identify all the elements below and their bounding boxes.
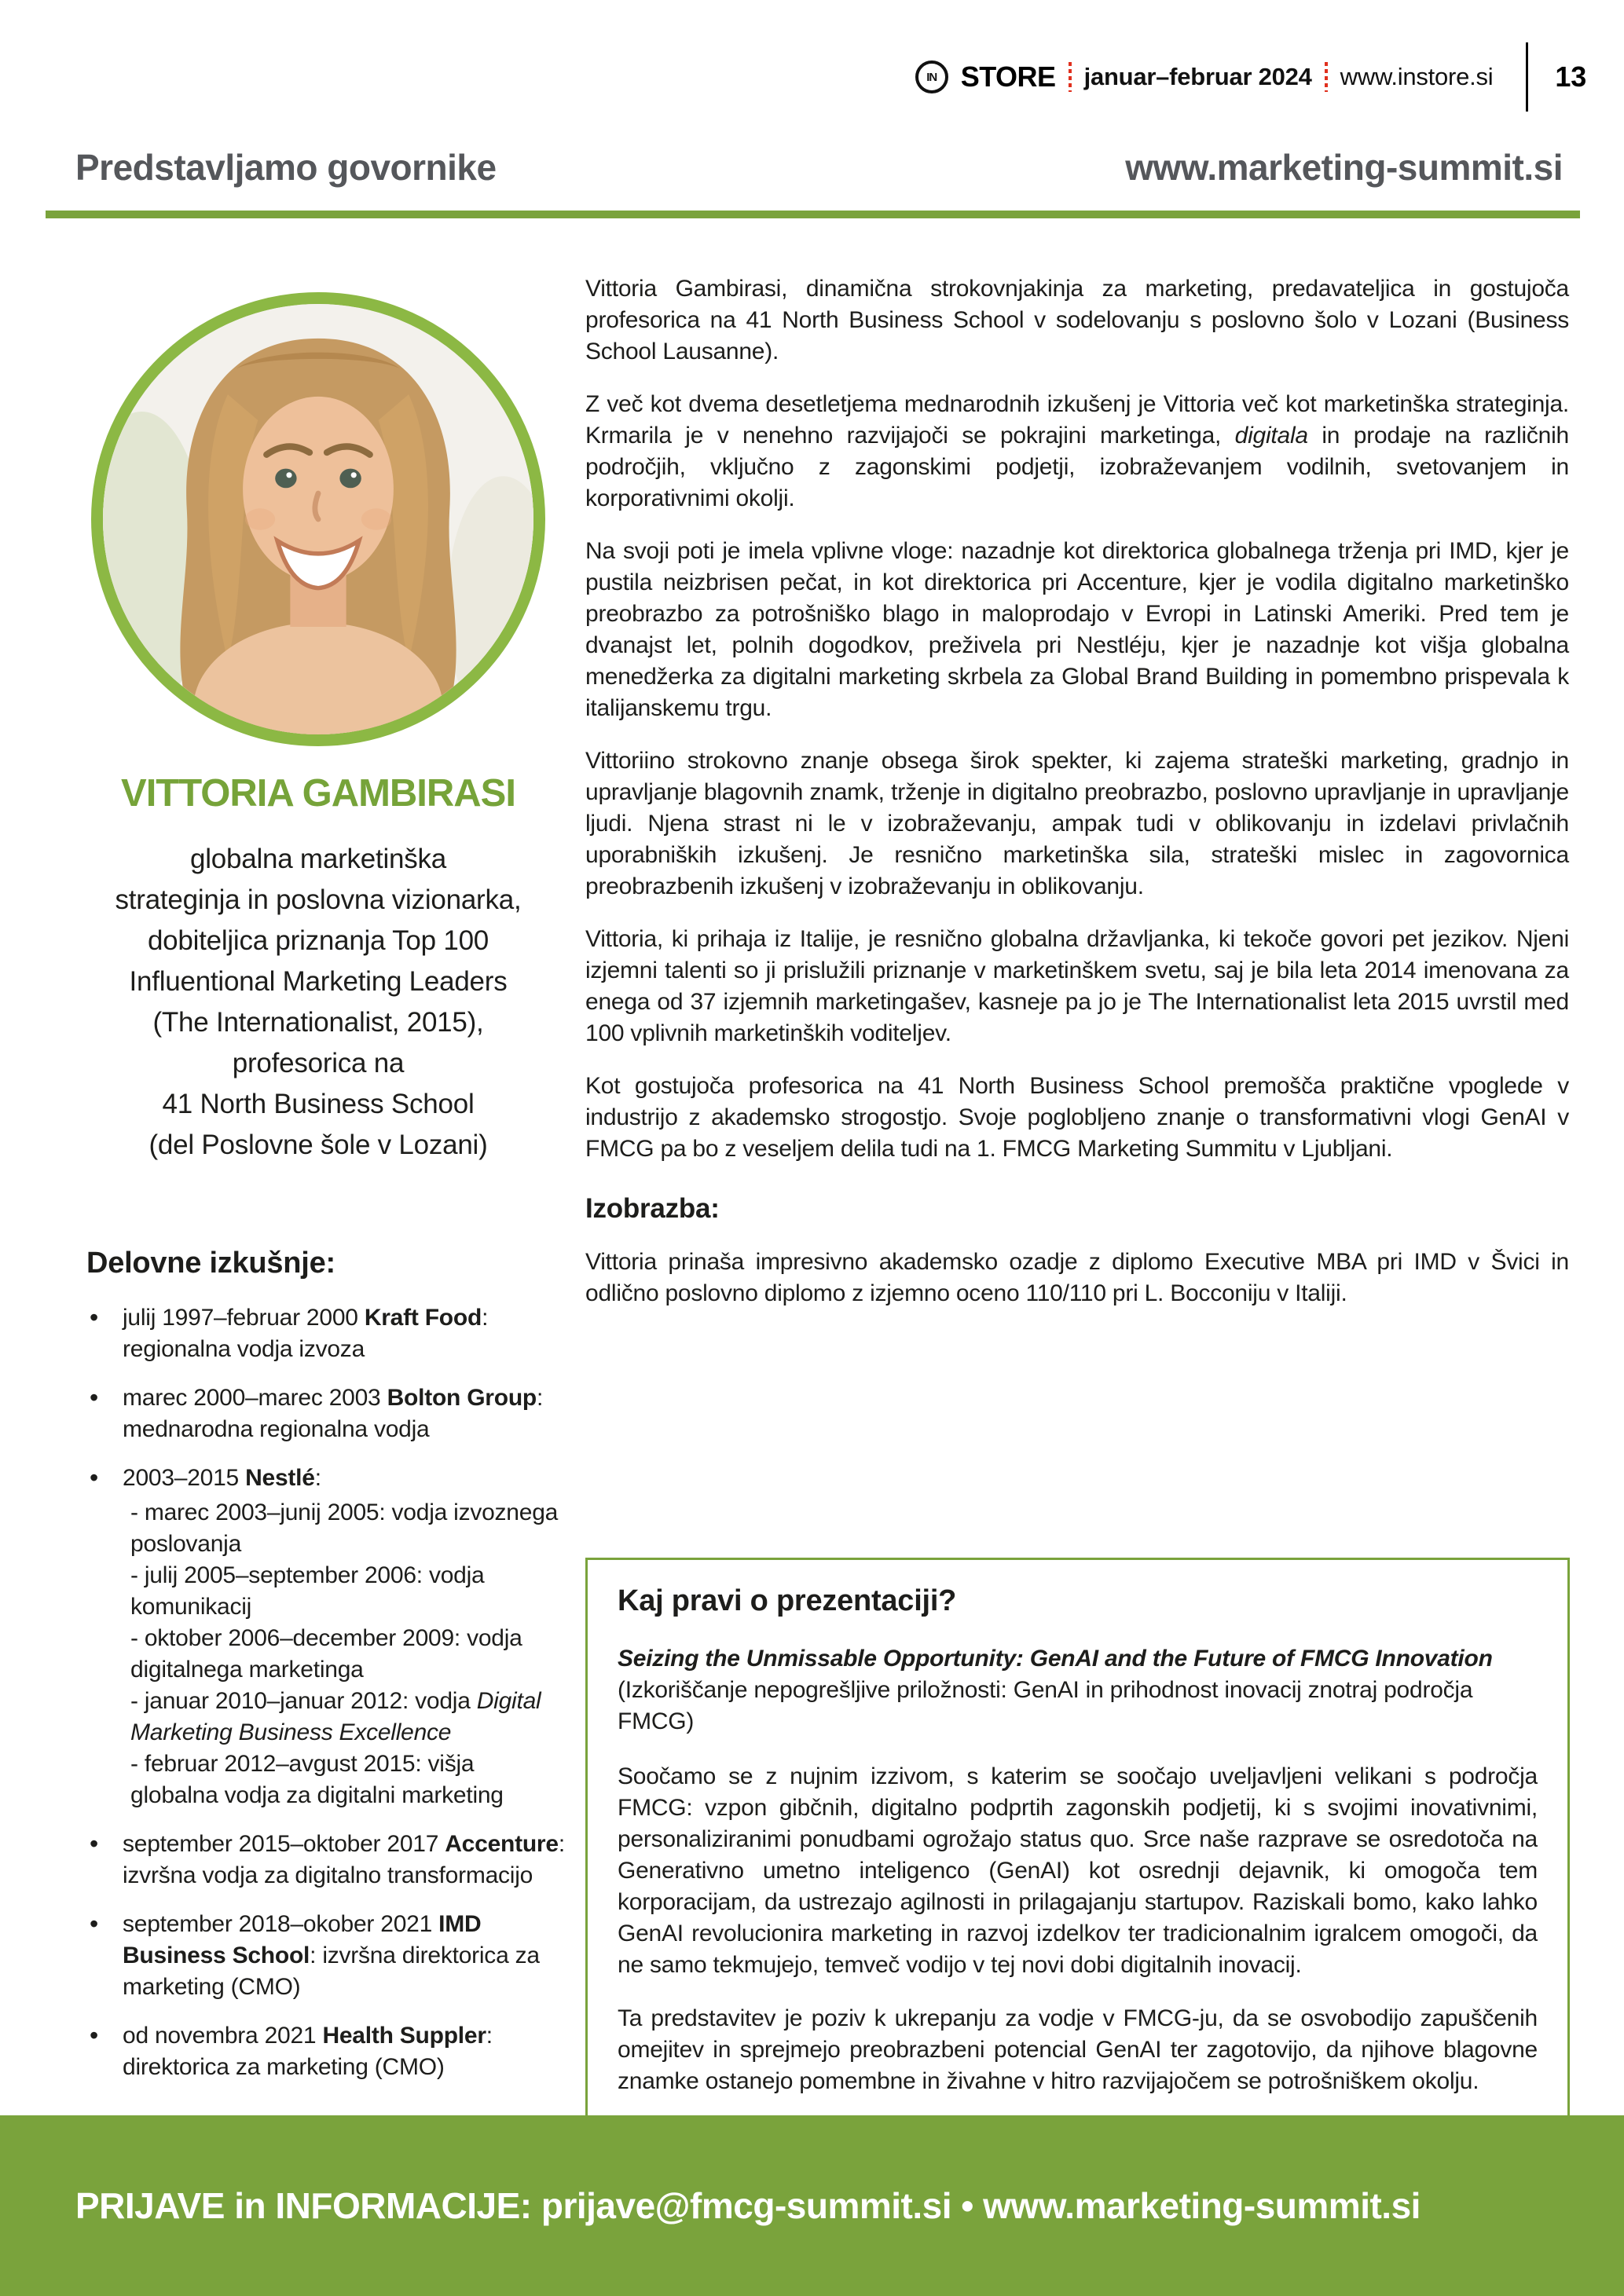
experience-item-text: 2003–2015 Nestlé:: [123, 1465, 321, 1491]
talk-title-en: Seizing the Unmissable Opportunity: GenAI and the Future of FMCG Innovation: [618, 1646, 1493, 1672]
speaker-title-line: dobiteljica priznanja Top 100: [147, 925, 489, 956]
presentation-paragraph: Ta predstavitev je poziv k ukrepanju za vodje v FMCG-ju, da se osvobodijo zapuščenih omejitev in sprejmejo preobrazbeni potencial GenAI ter zagotovijo, da njihove blagovne znamke ostanejo pomembne in živahne v hitro razvijajočem se potrošniškem okolju.: [618, 2005, 1538, 2094]
speaker-title-line: (del Poslovne šole v Lozani): [148, 1130, 488, 1160]
bio-paragraph: Z več kot dvema desetletjema mednarodnih izkušenj je Vittoria več kot marketinška strateginja. Krmarila je v nenehno razvijajoči se pokrajini marketinga, digitala in prodaje na različnih področjih, vključno z zagonskimi podjetji, izobraževanjem vodilnih, svetovanjem in korporativnimi okolji.: [585, 391, 1569, 511]
page-number-divider: [1526, 42, 1528, 112]
section-title: Predstavljamo govornike: [75, 147, 497, 188]
experience-item: • julij 1997–februar 2000 Kraft Food: regionalna vodja izvoza: [86, 1302, 567, 1365]
bio-paragraph: Na svoji poti je imela vplivne vloge: nazadnje kot direktorica globalnega trženja pri IMD, kjer je pustila neizbrisen pečat, in kot direktorica pri Accenture, kjer je vodila digitalno marketinško preobrazbo za potrošniško blago in maloprodajo v Evropi in Latinski Ameriki. Pred tem je dvanajst let, polnih dogodkov, preživela pri Nestléju, kjer je nazadnje kot višja globalna menedžerka za digitalni marketing skrbela za Global Brand Building in pomembno prispevala k italijanskemu trgu.: [585, 538, 1569, 721]
masthead-website: www.instore.si: [1340, 63, 1494, 90]
speaker-title: [55, 839, 581, 1166]
speaker-title-line: Influentional Marketing Leaders: [129, 966, 508, 997]
speaker-name: VITTORIA GAMBIRASI: [121, 772, 515, 815]
experience-subitem: - marec 2003–junij 2005: vodja izvoznega poslovanja: [130, 1500, 559, 1557]
bio-paragraph: Kot gostujoča profesorica na 41 North Business School premošča praktične vpoglede v industrijo z akademsko strogostjo. Svoje poglobljeno znanje o transformativni vlogi GenAI v FMCG pa bo z veseljem delila tudi na 1. FMCG Marketing Summitu v Ljubljani.: [585, 1073, 1569, 1162]
education-heading: Izobrazba:: [585, 1193, 720, 1224]
speaker-title-line: (The Internationalist, 2015),: [152, 1007, 484, 1038]
speaker-photo-wrap: [75, 292, 561, 746]
experience-item: • september 2015–oktober 2017 Accenture: izvršna vodja za digitalno transformacijo: [86, 1829, 567, 1891]
experience-item: • od novembra 2021 Health Suppler: direktorica za marketing (CMO): [86, 2020, 567, 2083]
bio-paragraph: Vittoria Gambirasi, dinamična strokovnjakinja za marketing, predavateljica in gostujoča profesorica na 41 North Business School v sodelovanju s poslovno šolo v Lozani (Business School Lausanne).: [585, 276, 1569, 364]
education-paragraph: Vittoria prinaša impresivno akademsko ozadje z diplomo Executive MBA pri IMD v Švici in odlično poslovno diplomo z izjemno oceno 110/110 pri L. Bocconiju v Italiji.: [585, 1249, 1569, 1306]
experience-sublist: [123, 1497, 567, 1811]
dotted-separator-icon: [1069, 62, 1072, 92]
experience-subitem: - oktober 2006–december 2009: vodja digitalnega marketinga: [130, 1625, 522, 1683]
experience-heading: Delovne izkušnje:: [86, 1247, 335, 1280]
instore-logo-icon: IN: [915, 60, 948, 93]
section-header: [75, 146, 1563, 189]
experience-subitem: - julij 2005–september 2006: vodja komunikacij: [130, 1562, 485, 1620]
footer-bar: [0, 2115, 1624, 2296]
speaker-title-line: profesorica na: [232, 1048, 405, 1078]
event-url: www.marketing-summit.si: [1125, 147, 1563, 188]
masthead-brand: STORE: [960, 60, 1056, 93]
bio-paragraph: Vittoriino strokovno znanje obsega širok spekter, ki zajema strateški marketing, gradnjo in upravljanje blagovnih znamk, trženje in digitalno preobrazbo, poslovno upravljanje in upravljanje ljudi. Njena strast ni le v izobraževanju, ampak tudi v oblikovanju in izdelavi privlačnih uporabniških izkušenj. Je resnično marketinška sila, strateški mislec in zagovornica preobrazbenih izkušenj v izobraževanju in oblikovanju.: [585, 748, 1569, 899]
experience-item: • marec 2000–marec 2003 Bolton Group: mednarodna regionalna vodja: [86, 1382, 567, 1445]
speaker-title-line: globalna marketinška: [190, 844, 446, 874]
page-number: 13: [1555, 60, 1586, 93]
experience-section: [86, 1247, 567, 2100]
masthead-issue: januar–februar 2024: [1083, 63, 1312, 90]
speaker-title-line: 41 North Business School: [162, 1089, 475, 1119]
bio-section: [585, 273, 1569, 1331]
speaker-title-line: strateginja in poslovna vizionarka,: [115, 884, 522, 915]
header-rule: [46, 211, 1580, 218]
talk-title-sl: (Izkoriščanje nepogrešljive priložnosti: GenAI in prihodnost inovacij znotraj področja FMCG): [618, 1677, 1473, 1734]
presentation-heading: Kaj pravi o prezentaciji?: [618, 1584, 957, 1617]
masthead: [915, 41, 1586, 113]
experience-subitem: - februar 2012–avgust 2015: višja globalna vodja za digitalni marketing: [130, 1751, 504, 1808]
bio-paragraph: Vittoria, ki prihaja iz Italije, je resnično globalna državljanka, ki tekoče govori pet jezikov. Njeni izjemni talenti so ji prislužili priznanje v marketinškem svetu, saj je bila leta 2014 imenovana za enega od 37 izjemnih marketingašev, kasneje pa jo je The Internationalist leta 2015 uvrstil med 100 vplivnih marketinških voditeljev.: [585, 926, 1569, 1046]
footer-text: PRIJAVE in INFORMACIJE: prijave@fmcg-summit.si • www.marketing-summit.si: [75, 2185, 1421, 2226]
speaker-photo: [91, 292, 545, 746]
experience-item: • september 2018–okober 2021 IMD Business School: izvršna direktorica za marketing (CMO): [86, 1909, 567, 2003]
experience-item: [86, 1463, 567, 1811]
experience-list: [86, 1302, 567, 2083]
portrait-illustration: [103, 304, 533, 734]
experience-subitem: - januar 2010–januar 2012: vodja Digital Marketing Business Excellence: [130, 1688, 541, 1745]
dotted-separator-icon: [1325, 62, 1328, 92]
presentation-box: [585, 1558, 1570, 2120]
presentation-paragraph: Soočamo se z nujnim izzivom, s katerim se soočajo uveljavljeni velikani s področja FMCG: vzpon gibčnih, digitalno podprtih zagonskih podjetij, ki s svojimi inovativnimi, personaliziranimi ponudbami ogrožajo status quo. Srce naše razprave se osredotoča na Generativno umetno inteligenco (GenAI) kot osrednji dejavnik, ki omogoča tem korporacijam, da ustrezajo agilnosti in prilagajanju startupov. Raziskali bomo, kako lahko GenAI revolucionira marketing in razvoj izdelkov ter tradicionalnim igralcem omogoči, da ne samo tekmujejo, temveč vodijo v tej novi dobi digitalnih inovacij.: [618, 1763, 1538, 1978]
